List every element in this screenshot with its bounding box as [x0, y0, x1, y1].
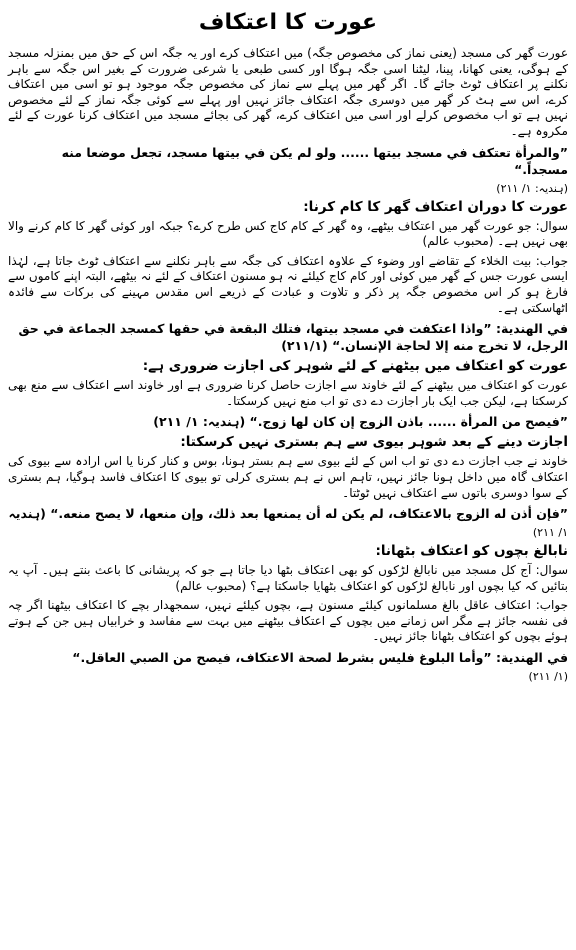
reference: (۱/ ۲۱۱) — [528, 670, 568, 684]
section-heading: اجازت دینے کے بعد شوہر بیوی سے ہم بستری نہیں کرسکتا: — [180, 434, 568, 451]
question-paragraph: سوال: جو عورت گھر میں اعتکاف بیٹھے، وہ گھر کے کام کاج کس طرح کرے؟ جبکہ اور کوئی گھر کا کام کرنے والا بھی نہیں ہے۔ (محبوب عالم) — [8, 218, 568, 249]
section-heading: عورت کو اعتکاف میں بیٹھنے کے لئے شوہر کی اجازت ضروری ہے: — [142, 358, 568, 375]
reference: (ہندیہ: ۱/ ۲۱۱) — [496, 181, 568, 195]
intro-paragraph: عورت گھر کی مسجد (یعنی نماز کی مخصوص جگہ) میں اعتکاف کرے اور یہ جگہ اس کے حق میں بمنزلہ مسجد کے ہوگی، یعنی کھانا، پینا، لیٹنا اسی جگہ ہوگا اور کسی طبعی یا شرعی ضرورت کے بغیر اس جگہ سے باہر نکلنے پر اعتکاف ٹوٹ جائے گا۔ اگر گھر میں پہلے سے نماز کی مخصوص جگہ موجود ہو تو اسی میں اعتکاف کرے، اس سے ہٹ کر گھر میں دوسری جگہ اعتکاف جائز نہیں اور پہلے سے کوئی جگہ نماز کے لئے مخصوص نہیں ہے تو اب مخصوص کرلے اور اسی میں اعتکاف کرے، گھر کی بجائے مسجد میں اعتکاف کرنا عورت کے لئے مکروہ ہے۔ — [8, 46, 568, 138]
arabic-quote: ”فإن أذن له الزوج بالاعتكاف، لم يكن له أن يمنعها بعد ذلك، وإن منعها، لا يصح منعه.“ (ہندیہ — [8, 506, 568, 522]
arabic-quote: ”فيصح من المرأة ...... باذن الزوج إن كان لها زوج.“ (ہندیہ: ۱/ ۲۱۱) — [153, 414, 568, 430]
answer-paragraph: جواب: اعتکاف عاقل بالغ مسلمانوں کیلئے مسنون ہے، بچوں کیلئے نہیں، سمجھدار بچے کا اعتکاف بیٹھنا اگر چہ فی نفسہ جائز ہے مگر اس زمانے میں بچوں کے اعتکاف بیٹھنے میں بہت سے مفاسد و خرابیاں ہیں جن کے ہوتے ہوئے بچوں کو اعتکاف بٹھانا جائز نہیں۔ — [8, 598, 568, 644]
arabic-quote: ”والمرأة تعتكف في مسجد بيتها ...... ولو لم يكن في بيتها مسجد، تجعل موضعا منه مسجداً.“ — [61, 144, 568, 177]
arabic-quote: في الهندية: ”وأما البلوغ فليس بشرط لصحة الاعتكاف، فيصح من الصبي العاقل.“ — [72, 650, 568, 666]
arabic-quote: في الهندية: ”واذا اعتكفت في مسجد بيتها، فتلك البقعة في حقها كمسجد الجماعة في حق الرجل، لا تخرج منه إلا لحاجة الإنسان.“ (۲۱۱/۱) — [18, 321, 568, 354]
section-heading: نابالغ بچوں کو اعتکاف بٹھانا: — [375, 543, 568, 560]
section-heading: عورت کا دوران اعتکاف گھر کا کام کرنا: — [303, 198, 568, 215]
body-paragraph: خاوند نے جب اجازت دے دی تو اب اس کے لئے بیوی سے ہم بستر ہونا، بوس و کنار کرنا یا اس ارادہ سے بیوی کی اعتکاف گاہ میں داخل ہونا جائز نہیں، تاہم اس نے ہم بستری کرلی تو بیوی کا اعتکاف فاسد ہوگیا، ہم بستری کے سوا دوسری باتوں سے اعتکاف نہیں ٹوٹتا۔ — [8, 454, 568, 500]
reference: ۱/ ۲۱۱) — [532, 526, 568, 540]
body-paragraph: عورت کو اعتکاف میں بیٹھنے کے لئے خاوند سے اجازت حاصل کرنا ضروری ہے اور خاوند اسے اعتکاف سے منع بھی کرسکتا ہے، لیکن جب ایک بار اجازت دے دی تو اب منع نہیں کرسکتا۔ — [8, 378, 568, 408]
answer-paragraph: جواب: بیت الخلاء کے تقاضے اور وضوء کے علاوہ اعتکاف کی جگہ سے باہر نکلنے سے اعتکاف ٹوٹ جاتا ہے، لہٰذا ایسی عورت جس کے گھر میں کوئی اور کام کاج کیلئے نہ ہو مسنون اعتکاف کے لئے نہ بیٹھے، البتہ اپنے کاموں سے فارغ ہو کر اس مخصوص جگہ پر ذکر و تلاوت و عبادت کے ذریعے اس مقدس مہینے کی برکات سے فائدہ اٹھاسکتی ہے۔ — [8, 253, 568, 315]
page-title: عورت کا اعتکاف — [198, 10, 378, 35]
question-paragraph: سوال: آج کل مسجد میں نابالغ لڑکوں کو بھی اعتکاف بٹھا دیا جاتا ہے جو کہ پریشانی کا باعث بنتے ہیں۔ آپ یہ بتائیں کہ کیا بچوں اور نابالغ لڑکوں کو اعتکاف بٹھایا جاسکتا ہے؟ (محبوب عالم) — [8, 563, 568, 593]
